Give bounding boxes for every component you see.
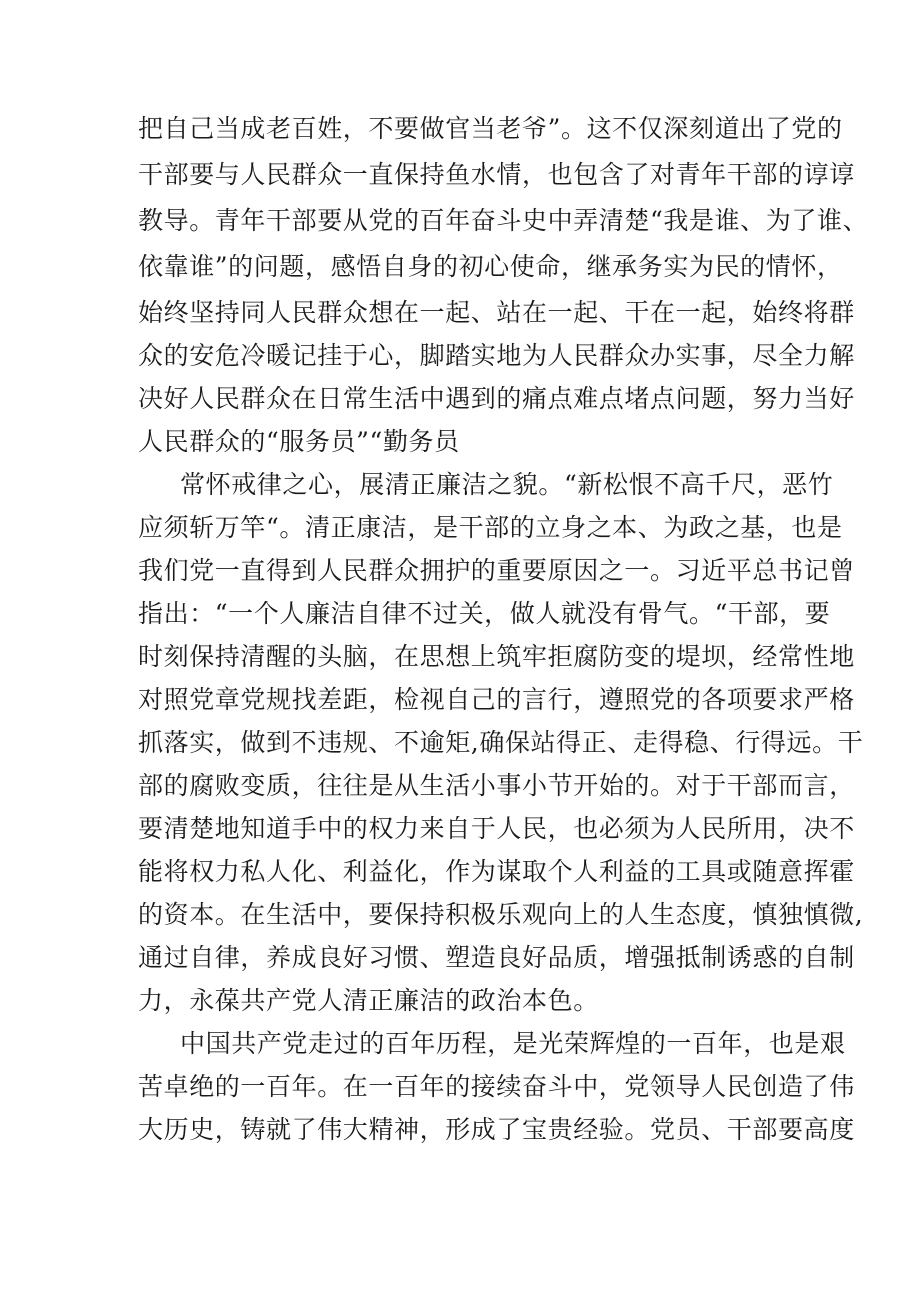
text-line: 力，永葆共产党人清正廉洁的政治本色。 bbox=[138, 986, 599, 1015]
text-line: 决好人民群众在日常生活中遇到的痛点难点堵点问题，努力当好 bbox=[138, 384, 855, 413]
text-line: 时刻保持清醒的头脑，在思想上筑牢拒腐防变的堤坝，经常性地 bbox=[138, 642, 855, 671]
text-line: 干部要与人民群众一直保持鱼水情，也包含了对青年干部的谆谆 bbox=[138, 160, 855, 189]
text-line: 把自己当成老百姓，不要做官当老爷”。这不仅深刻道出了党的 bbox=[138, 114, 843, 143]
text-line: 教导。青年干部要从党的百年奋斗史中弄清楚“我是谁、为了谁、 bbox=[138, 206, 869, 235]
text-line: 始终坚持同人民群众想在一起、站在一起、干在一起，始终将群 bbox=[138, 298, 855, 327]
text-line: 大历史，铸就了伟大精神，形成了宝贵经验。党员、干部要高度 bbox=[138, 1115, 855, 1144]
text-line: 苦卓绝的一百年。在一百年的接续奋斗中，党领导人民创造了伟 bbox=[138, 1072, 855, 1101]
text-line: 能将权力私人化、利益化，作为谋取个人利益的工具或随意挥霍 bbox=[138, 857, 855, 886]
text-line: 对照党章党规找差距，检视自己的言行，遵照党的各项要求严格 bbox=[138, 685, 855, 714]
text-line: 要清楚地知道手中的权力来自于人民，也必须为人民所用，决不 bbox=[138, 814, 855, 843]
text-line: 通过自律，养成良好习惯、塑造良好品质，增强抵制诱惑的自制 bbox=[138, 943, 855, 972]
text-line: 应须斩万竿“。清正康洁，是干部的立身之本、为政之基，也是 bbox=[138, 513, 843, 542]
text-line: 常怀戒律之心，展清正廉洁之貌。“新松恨不高千尺，恶竹 bbox=[180, 470, 834, 499]
text-line: 部的腐败变质，往往是从生活小事小节开始的。对于干部而言， bbox=[138, 771, 855, 800]
text-line: 的资本。在生活中，要保持积极乐观向上的人生态度，慎独慎微, bbox=[138, 900, 864, 929]
text-line: 中国共产党走过的百年历程，是光荣辉煌的一百年，也是艰 bbox=[180, 1029, 846, 1058]
text-line: 人民群众的“服务员”“勤务员 bbox=[138, 427, 460, 456]
text-line: 抓落实，做到不违规、不逾矩,确保站得正、走得稳、行得远。干 bbox=[138, 728, 864, 757]
text-line: 众的安危冷暖记挂于心，脚踏实地为人民群众办实事，尽全力解 bbox=[138, 341, 855, 370]
text-line: 我们党一直得到人民群众拥护的重要原因之一。习近平总书记曾 bbox=[138, 556, 855, 585]
text-line: 依靠谁”的问题，感悟自身的初心使命，继承务实为民的情怀， bbox=[138, 252, 843, 281]
text-line: 指出：“一个人廉洁自律不过关，做人就没有骨气。“干部，要 bbox=[138, 599, 831, 628]
